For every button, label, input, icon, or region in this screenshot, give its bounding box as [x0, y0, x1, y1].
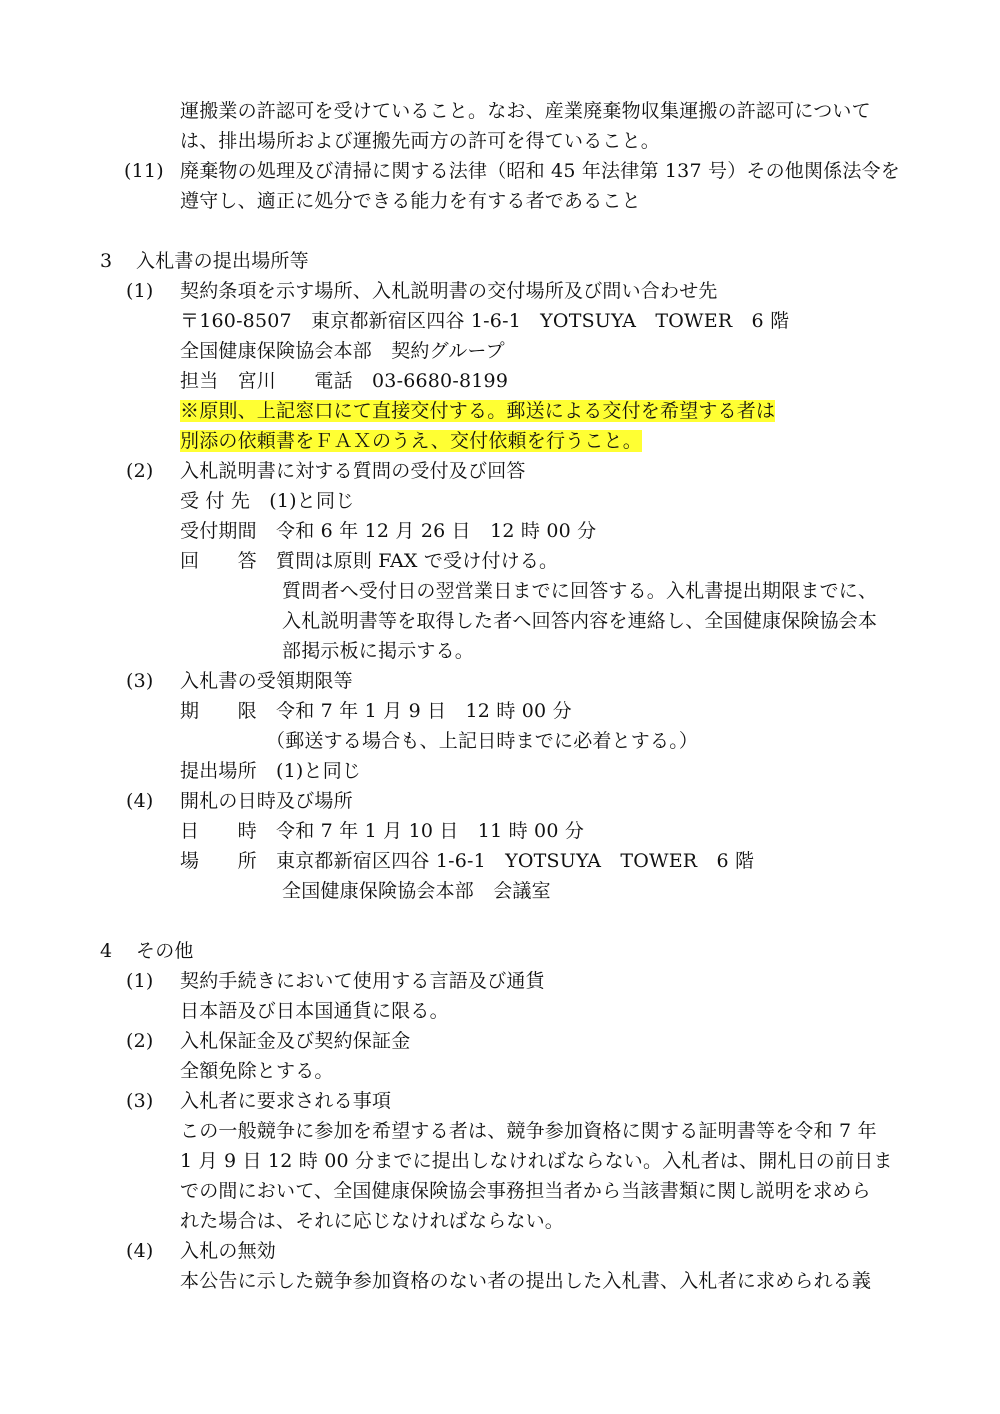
item-number: (4): [126, 790, 154, 812]
item-heading: 契約条項を示す場所、入札説明書の交付場所及び問い合わせ先: [180, 280, 718, 302]
detail-line: 回 答 質問は原則 FAX で受け付ける。: [180, 550, 559, 572]
item-number: (1): [126, 970, 154, 992]
paragraph-line: れた場合は、それに応じなければならない。: [180, 1210, 565, 1232]
paragraph-line: 本公告に示した競争参加資格のない者の提出した入札書、入札者に求められる義: [180, 1270, 872, 1292]
detail-line: 受 付 先 (1)と同じ: [180, 490, 355, 512]
item-heading: 契約手続きにおいて使用する言語及び通貨: [180, 970, 545, 992]
item-heading: 入札説明書に対する質問の受付及び回答: [180, 460, 526, 482]
paragraph-line: は、排出場所および運搬先両方の許可を得ていること。: [180, 130, 661, 152]
detail-line: （郵送する場合も、上記日時までに必着とする。）: [266, 730, 699, 752]
paragraph-line: での間において、全国健康保険協会事務担当者から当該書類に関し説明を求めら: [180, 1180, 871, 1202]
section-heading: その他: [136, 940, 194, 962]
detail-line: 受付期間 令和 6 年 12 月 26 日 12 時 00 分: [180, 520, 597, 542]
paragraph-line: 運搬業の許認可を受けていること。なお、産業廃棄物収集運搬の許認可について: [180, 100, 871, 122]
office-line: 全国健康保険協会本部 契約グループ: [180, 340, 505, 362]
detail-line: 質問者へ受付日の翌営業日までに回答する。入札書提出期限までに、: [282, 580, 878, 602]
detail-line: 日本語及び日本国通貨に限る。: [180, 1000, 449, 1022]
item-number: (2): [126, 460, 154, 482]
item-number: (11): [124, 160, 164, 182]
detail-line: 日 時 令和 7 年 1 月 10 日 11 時 00 分: [180, 820, 585, 842]
section-number: 3: [100, 250, 113, 272]
detail-line: 部掲示板に掲示する。: [282, 640, 475, 662]
section-number: 4: [100, 940, 113, 962]
item-heading: 入札保証金及び契約保証金: [180, 1030, 411, 1052]
highlighted-note-line: ※原則、上記窓口にて直接交付する。郵送による交付を希望する者は: [180, 400, 776, 422]
section-heading: 入札書の提出場所等: [136, 250, 309, 272]
highlighted-note-line: 別添の依頼書をＦＡＸのうえ、交付依頼を行うこと。: [180, 430, 642, 452]
address-line: 〒160-8507 東京都新宿区四谷 1-6-1 YOTSUYA TOWER 6 階: [180, 310, 790, 332]
item-heading: 入札の無効: [180, 1240, 277, 1262]
detail-line: 全額免除とする。: [180, 1060, 334, 1082]
item-number: (2): [126, 1030, 154, 1052]
detail-line: 提出場所 (1)と同じ: [180, 760, 362, 782]
item-heading: 開札の日時及び場所: [180, 790, 353, 812]
item-number: (3): [126, 670, 154, 692]
item-number: (3): [126, 1090, 154, 1112]
detail-line: 全国健康保険協会本部 会議室: [282, 880, 551, 902]
item-number: (1): [126, 280, 154, 302]
detail-line: 場 所 東京都新宿区四谷 1-6-1 YOTSUYA TOWER 6 階: [180, 850, 755, 872]
item-number: (4): [126, 1240, 154, 1262]
detail-line: 期 限 令和 7 年 1 月 9 日 12 時 00 分: [180, 700, 572, 722]
item-heading: 入札者に要求される事項: [180, 1090, 392, 1112]
paragraph-line: 1 月 9 日 12 時 00 分までに提出しなければならない。入札者は、開札日の前日ま: [180, 1150, 893, 1172]
item-heading: 入札書の受領期限等: [180, 670, 353, 692]
detail-line: 入札説明書等を取得した者へ回答内容を連絡し、全国健康保険協会本: [282, 610, 878, 632]
contact-line: 担当 宮川 電話 03-6680-8199: [180, 370, 509, 392]
paragraph-line: 廃棄物の処理及び清掃に関する法律（昭和 45 年法律第 137 号）その他関係法令を: [180, 160, 901, 182]
paragraph-line: 遵守し、適正に処分できる能力を有する者であること: [180, 190, 641, 212]
paragraph-line: この一般競争に参加を希望する者は、競争参加資格に関する証明書等を令和 7 年: [180, 1120, 877, 1142]
